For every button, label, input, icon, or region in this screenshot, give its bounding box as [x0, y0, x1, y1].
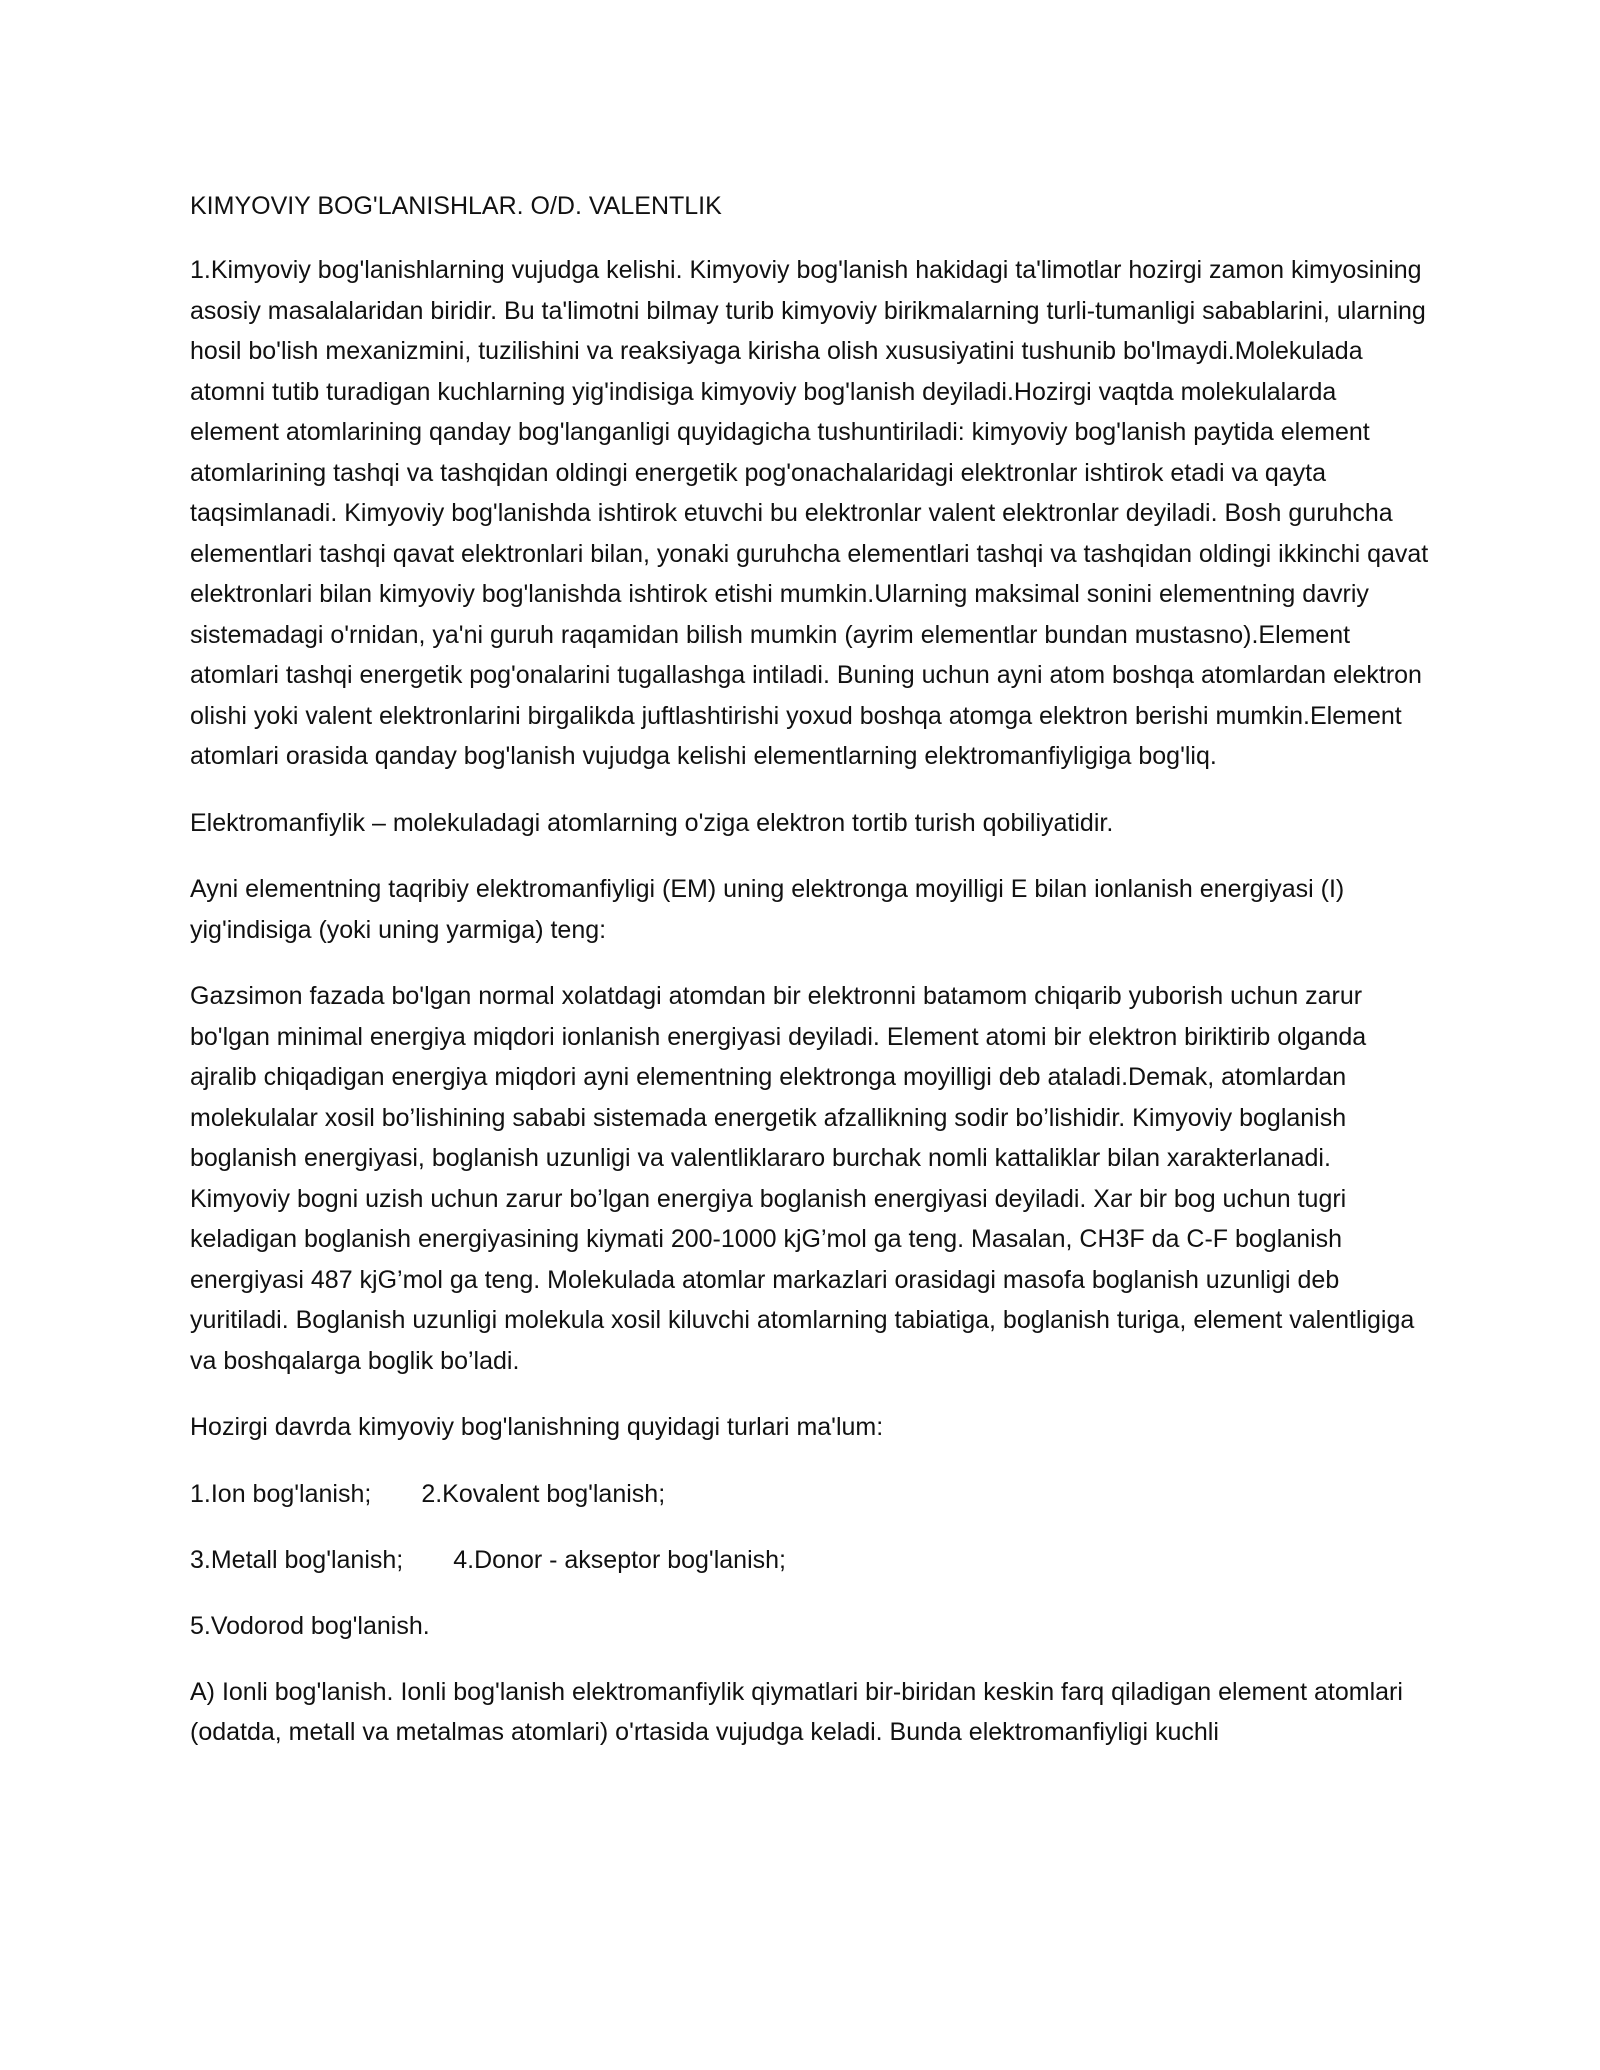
paragraph-ionic-bond: A) Ionli bog'lanish. Ionli bog'lanish elektromanfiylik qiymatlari bir-biridan keskin farq qiladigan element atomlari (odatda, metall va metalmas atomlari) o'rtasida vujudga keladi. Bunda elektromanfiyligi kuchli — [190, 1677, 1403, 1746]
bond-types-row-3 — [190, 1606, 1430, 1646]
document-title: KIMYOVIY BOG'LANISHLAR. O/D. VALENTLIK — [190, 192, 722, 220]
bond-type-ionic: 1.Ion bog'lanish; — [190, 1479, 372, 1508]
document-page — [190, 186, 1430, 1779]
bond-types-row-2 — [190, 1540, 1430, 1580]
bond-type-donor-acceptor: 4.Donor - akseptor bog'lanish; — [453, 1545, 786, 1574]
bond-type-covalent: 2.Kovalent bog'lanish; — [421, 1479, 666, 1508]
paragraph-electronegativity-definition: Elektromanfiylik – molekuladagi atomlarning o'ziga elektron tortib turish qobiliyatidir. — [190, 808, 1114, 837]
bond-type-metallic: 3.Metall bog'lanish; — [190, 1545, 404, 1574]
paragraph-bond-types-intro: Hozirgi davrda kimyoviy bog'lanishning quyidagi turlari ma'lum: — [190, 1413, 884, 1441]
bond-types-row-1 — [190, 1474, 1430, 1514]
paragraph-bond-origin: 1.Kimyoviy bog'lanishlarning vujudga kelishi. Kimyoviy bog'lanish hakidagi ta'limotlar hozirgi zamon kimyosining asosiy masalalaridan biridir. Bu ta'limotni bilmay turib kimyoviy birikmalarning turli-tumanligi sabablarini, ularning hosil bo'lish mexanizmini, tuzilishini va reaksiyaga kirisha olish xususiyatini tushunib bo'lmaydi.Molekulada atomni tutib turadigan kuchlarning yig'indisiga kimyoviy bog'lanish deyiladi.Hozirgi vaqtda molekulalarda element atomlarining qanday bog'langanligi quyidagicha tushuntiriladi: kimyoviy bog'lanish paytida element atomlarining tashqi va tashqidan oldingi energetik pog'onachalaridagi elektronlar ishtirok etadi va qayta taqsimlanadi. Kimyoviy bog'lanishda ishtirok etuvchi bu elektronlar valent elektronlar deyiladi. Bosh guruhcha elementlari tashqi qavat elektronlari bilan, yonaki guruhcha elementlari tashqi va tashqidan oldingi ikkinchi qavat elektronlari bilan kimyoviy bog'lanishda ishtirok etishi mumkin.Ularning maksimal sonini elementning davriy sistemadagi o'rnidan, ya'ni guruh raqamidan bilish mumkin (ayrim elementlar bundan mustasno).Element atomlari tashqi energetik pog'onalarini tugallashga intiladi. Buning uchun ayni atom boshqa atomlardan elektron olishi yoki valent elektronlarini birgalikda juftlashtirishi yoxud boshqa atomga elektron berishi mumkin.Element atomlari orasida qanday bog'lanish vujudga kelishi elementlarning elektromanfiyligiga bog'liq. — [190, 256, 1429, 770]
paragraph-ionization-energy: Gazsimon fazada bo'lgan normal xolatdagi atomdan bir elektronni batamom chiqarib yuborish uchun zarur bo'lgan minimal energiya miqdori ionlanish energiyasi deyiladi. Element atomi bir elektron biriktirib olganda ajralib chiqadigan energiya miqdori ayni elementning elektronga moyilligi deb ataladi.Demak, atomlardan molekulalar xosil bo’lishining sababi sistemada energetik afzallikning sodir bo’lishidir. Kimyoviy boglanish boglanish energiyasi, boglanish uzunligi va valentliklararo burchak nomli kattaliklar bilan xarakterlanadi. Kimyoviy bogni uzish uchun zarur bo’lgan energiya boglanish energiyasi deyiladi. Xar bir bog uchun tugri keladigan boglanish energiyasining kiymati 200-1000 kjG’mol ga teng. Masalan, CH3F da C-F boglanish energiyasi 487 kjG’mol ga teng. Molekulada atomlar markazlari orasidagi masofa boglanish uzunligi deb yuritiladi. Boglanish uzunligi molekula xosil kiluvchi atomlarning tabiatiga, boglanish turiga, element valentligiga va boshqalarga boglik bo’ladi. — [190, 982, 1415, 1375]
bond-type-hydrogen: 5.Vodorod bog'lanish. — [190, 1611, 430, 1640]
paragraph-approx-electronegativity: Ayni elementning taqribiy elektromanfiyligi (EM) uning elektronga moyilligi E bilan ionlanish energiyasi (I) yig'indisiga (yoki uning yarmiga) teng: — [190, 875, 1345, 944]
